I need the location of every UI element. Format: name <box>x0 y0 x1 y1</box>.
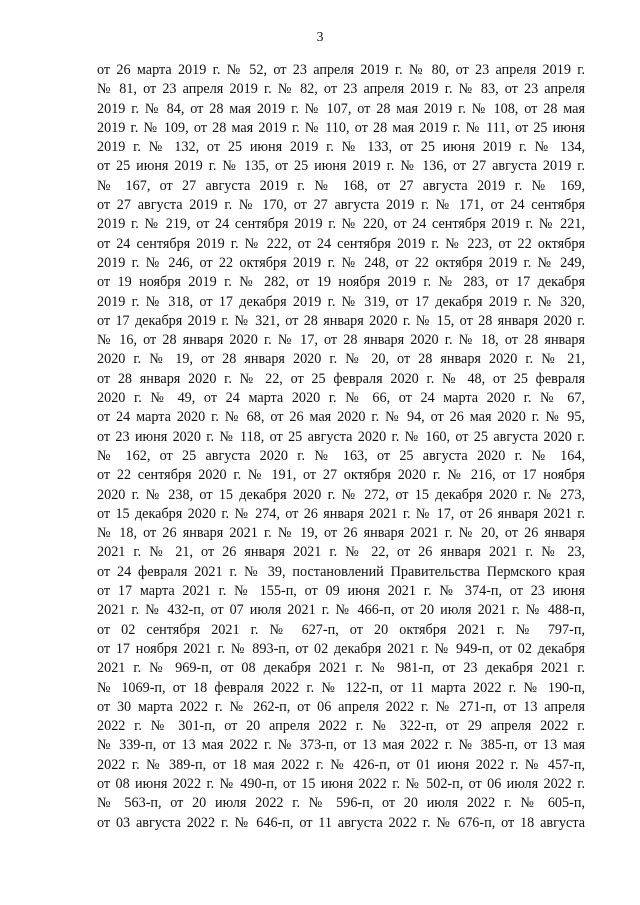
text-line: от 08 июня 2022 г. № 490-п, от 15 июня 2022 г. № 502-п, от 06 июля 2022 г. <box>97 775 585 792</box>
text-line: от 28 января 2020 г. № 22, от 25 февраля 2020 г. № 48, от 25 февраля <box>97 370 585 387</box>
text-line: от 15 декабря 2020 г. № 274, от 26 января 2021 г. № 17, от 26 января 2021 г. <box>97 505 585 522</box>
text-line: 2019 г. № 219, от 24 сентября 2019 г. № 220, от 24 сентября 2019 г. № 221, <box>97 216 585 233</box>
text-line: от 02 сентября 2021 г. № 627-п, от 20 октября 2021 г. № 797-п, <box>97 621 585 638</box>
body-text <box>97 61 585 833</box>
text-line: № 18, от 26 января 2021 г. № 19, от 26 января 2021 г. № 20, от 26 января <box>97 525 585 542</box>
text-line: 2019 г. № 246, от 22 октября 2019 г. № 248, от 22 октября 2019 г. № 249, <box>97 254 585 271</box>
text-line: 2019 г. № 109, от 28 мая 2019 г. № 110, от 28 мая 2019 г. № 111, от 25 июня <box>97 119 585 136</box>
text-line: № 1069-п, от 18 февраля 2022 г. № 122-п, от 11 марта 2022 г. № 190-п, <box>97 679 585 696</box>
text-line: 2019 г. № 318, от 17 декабря 2019 г. № 319, от 17 декабря 2019 г. № 320, <box>97 293 585 310</box>
text-line: 2022 г. № 301-п, от 20 апреля 2022 г. № 322-п, от 29 апреля 2022 г. <box>97 718 585 735</box>
text-line: от 27 августа 2019 г. № 170, от 27 августа 2019 г. № 171, от 24 сентября <box>97 197 585 214</box>
text-line: от 23 июня 2020 г. № 118, от 25 августа 2020 г. № 160, от 25 августа 2020 г. <box>97 428 585 445</box>
text-line: 2019 г. № 132, от 25 июня 2019 г. № 133, от 25 июня 2019 г. № 134, <box>97 139 585 156</box>
text-line: от 24 сентября 2019 г. № 222, от 24 сентября 2019 г. № 223, от 22 октября <box>97 235 585 252</box>
text-line: от 30 марта 2022 г. № 262-п, от 06 апреля 2022 г. № 271-п, от 13 апреля <box>97 698 585 715</box>
text-line: от 19 ноября 2019 г. № 282, от 19 ноября 2019 г. № 283, от 17 декабря <box>97 274 585 291</box>
text-line: № 81, от 23 апреля 2019 г. № 82, от 23 апреля 2019 г. № 83, от 23 апреля <box>97 81 585 98</box>
text-line: от 26 марта 2019 г. № 52, от 23 апреля 2019 г. № 80, от 23 апреля 2019 г. <box>97 62 585 78</box>
text-line: от 17 декабря 2019 г. № 321, от 28 января 2020 г. № 15, от 28 января 2020 г. <box>97 312 585 329</box>
text-line: 2019 г. № 84, от 28 мая 2019 г. № 107, от 28 мая 2019 г. № 108, от 28 мая <box>97 100 585 117</box>
text-line: № 339-п, от 13 мая 2022 г. № 373-п, от 13 мая 2022 г. № 385-п, от 13 мая <box>97 737 585 754</box>
text-line: от 22 сентября 2020 г. № 191, от 27 октября 2020 г. № 216, от 17 ноября <box>97 467 585 484</box>
text-line: 2021 г. № 432-п, от 07 июля 2021 г. № 466-п, от 20 июля 2021 г. № 488-п, <box>97 602 585 619</box>
text-line: от 24 февраля 2021 г. № 39, постановлений Правительства Пермского края <box>97 563 585 580</box>
page-number: 3 <box>316 30 324 45</box>
text-line: 2021 г. № 969-п, от 08 декабря 2021 г. № 981-п, от 23 декабря 2021 г. <box>97 660 585 677</box>
text-line: 2022 г. № 389-п, от 18 мая 2022 г. № 426-п, от 01 июня 2022 г. № 457-п, <box>97 756 585 773</box>
text-line: 2020 г. № 238, от 15 декабря 2020 г. № 272, от 15 декабря 2020 г. № 273, <box>97 486 585 503</box>
text-line: от 03 августа 2022 г. № 646-п, от 11 августа 2022 г. № 676-п, от 18 августа <box>97 814 585 831</box>
text-line: № 563-п, от 20 июля 2022 г. № 596-п, от 20 июля 2022 г. № 605-п, <box>97 795 585 812</box>
text-line: от 17 ноября 2021 г. № 893-п, от 02 декабря 2021 г. № 949-п, от 02 декабря <box>97 640 585 657</box>
text-line: от 24 марта 2020 г. № 68, от 26 мая 2020 г. № 94, от 26 мая 2020 г. № 95, <box>97 409 585 426</box>
text-line: 2021 г. № 21, от 26 января 2021 г. № 22, от 26 января 2021 г. № 23, <box>97 544 585 561</box>
text-line: 2020 г. № 19, от 28 января 2020 г. № 20, от 28 января 2020 г. № 21, <box>97 351 585 368</box>
text-line: от 17 марта 2021 г. № 155-п, от 09 июня 2021 г. № 374-п, от 23 июня <box>97 583 585 600</box>
text-line: № 162, от 25 августа 2020 г. № 163, от 25 августа 2020 г. № 164, <box>97 447 585 464</box>
text-line: № 16, от 28 января 2020 г. № 17, от 28 января 2020 г. № 18, от 28 января <box>97 332 585 349</box>
text-line: 2020 г. № 49, от 24 марта 2020 г. № 66, от 24 марта 2020 г. № 67, <box>97 390 585 407</box>
text-line: № 167, от 27 августа 2019 г. № 168, от 27 августа 2019 г. № 169, <box>97 177 585 194</box>
text-line: от 25 июня 2019 г. № 135, от 25 июня 2019 г. № 136, от 27 августа 2019 г. <box>97 158 585 175</box>
